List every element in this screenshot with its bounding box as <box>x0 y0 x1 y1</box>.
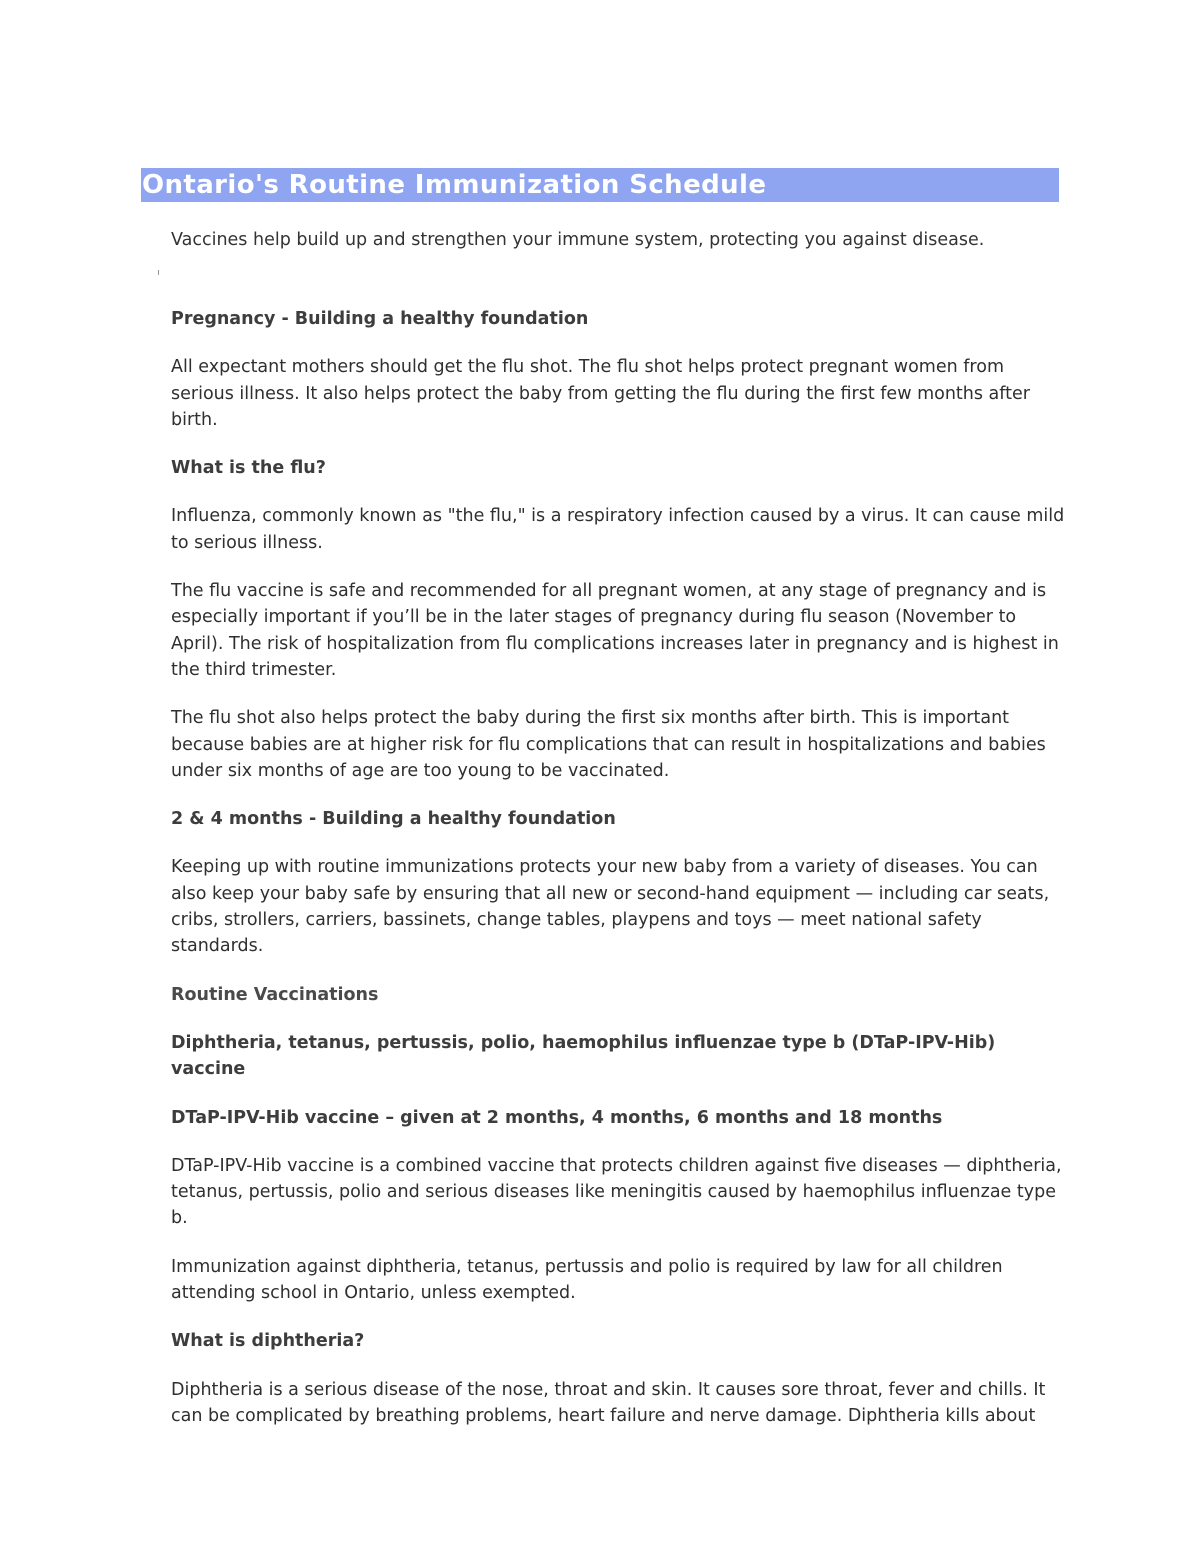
intro-text: Vaccines help build up and strengthen your immune system, protecting you against disease. <box>171 230 985 250</box>
stray-mark <box>158 270 159 275</box>
section-heading-months: 2 & 4 months - Building a healthy foundation <box>171 809 616 830</box>
section-heading-vaccine: Diphtheria, tetanus, pertussis, polio, haemophilus influenzae type b (DTaP-IPV-Hib) vaccine <box>171 1032 996 1080</box>
section-heading-diphtheria: What is diphtheria? <box>171 1331 365 1352</box>
section-heading-routine: Routine Vaccinations <box>171 984 379 1005</box>
paragraph-flu-vaccine: The flu vaccine is safe and recommended for all pregnant women, at any stage of pregnancy and is especially important if you’ll be in the later stages of pregnancy during flu season (November to April). The risk of hospitalization from flu complications increases later in pregnancy and is highest in the third trimester. <box>171 581 1059 680</box>
paragraph-vaccine-law: Immunization against diphtheria, tetanus, pertussis and polio is required by law for all children attending school in Ontario, unless exempted. <box>171 1256 1003 1304</box>
paragraph-flu-definition: Influenza, commonly known as "the flu," is a respiratory infection caused by a virus. It can cause mild to serious illness. <box>171 506 1065 553</box>
paragraph-pregnancy: All expectant mothers should get the flu shot. The flu shot helps protect pregnant women from serious illness. It also helps protect the baby from getting the flu during the first few months after birth. <box>171 357 1030 430</box>
page-title: Ontario's Routine Immunization Schedule <box>142 170 767 200</box>
section-heading-pregnancy: Pregnancy - Building a healthy foundation <box>171 309 589 329</box>
paragraph-vaccine-combined: DTaP-IPV-Hib vaccine is a combined vaccine that protects children against five diseases — diphtheria, tetanus, pertussis, polio and serious diseases like meningitis caused by haemophilus influenzae type b. <box>171 1155 1062 1229</box>
section-heading-flu: What is the flu? <box>171 458 326 479</box>
section-heading-vaccine-schedule: DTaP-IPV-Hib vaccine – given at 2 months, 4 months, 6 months and 18 months <box>171 1107 943 1128</box>
paragraph-diphtheria: Diphtheria is a serious disease of the nose, throat and skin. It causes sore throat, fever and chills. It can be complicated by breathing problems, heart failure and nerve damage. Diphtheria kills about <box>171 1379 1046 1426</box>
paragraph-flu-baby: The flu shot also helps protect the baby during the first six months after birth. This is important because babies are at higher risk for flu complications that can result in hospitalizations and babies under six months of age are too young to be vaccinated. <box>171 708 1046 781</box>
paragraph-months: Keeping up with routine immunizations protects your new baby from a variety of diseases. You can also keep your baby safe by ensuring that all new or second-hand equipment — including car seats, cribs, strollers, carriers, bassinets, change tables, playpens and toys — meet national safety standards. <box>171 857 1050 957</box>
document-body <box>171 306 1066 1451</box>
